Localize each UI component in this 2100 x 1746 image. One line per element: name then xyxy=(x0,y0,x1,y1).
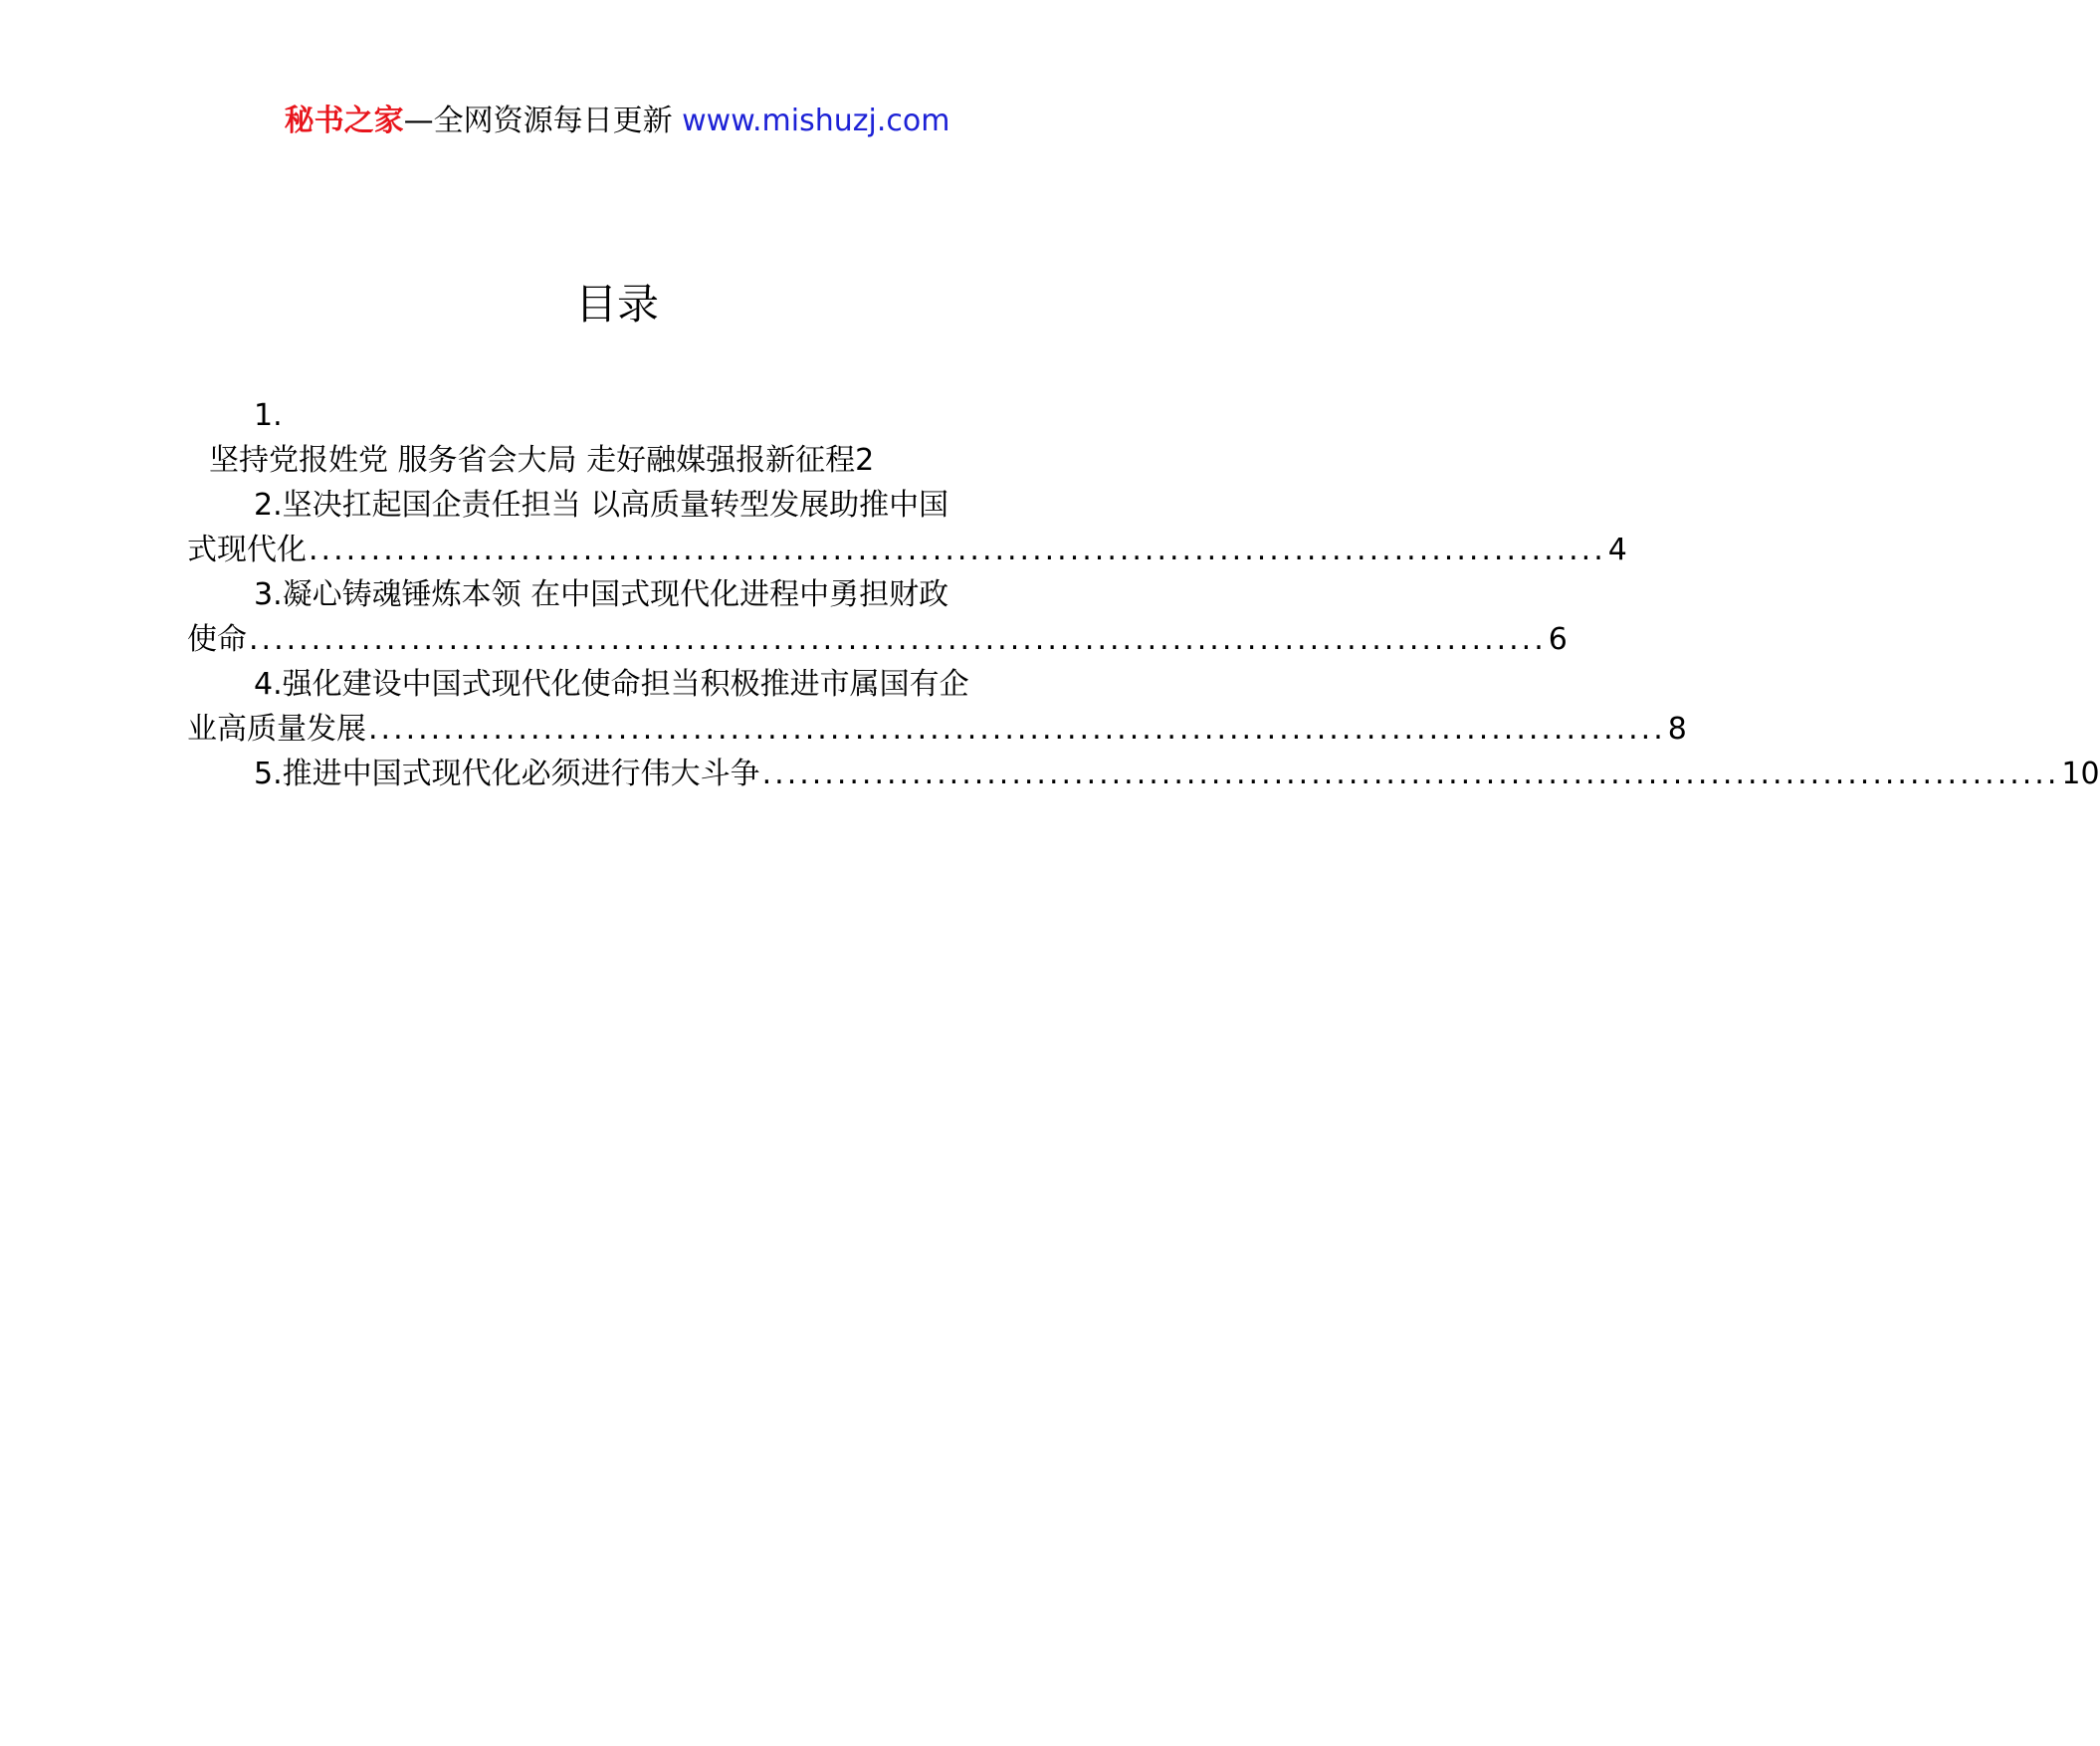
toc-entry-3[interactable] xyxy=(187,572,1568,662)
dot-leader: ........................................................................................................ xyxy=(309,533,1606,567)
toc-entry-4[interactable] xyxy=(187,662,1687,752)
site-header xyxy=(0,102,1234,141)
toc-entry-title: 坚持党报姓党 服务省会大局 走好融媒强报新征程 xyxy=(209,443,856,478)
toc-entry-title-continued: 使命 xyxy=(187,622,247,657)
toc-entry-page: 4 xyxy=(1607,533,1627,567)
toc-entry-1[interactable] xyxy=(187,393,1041,483)
toc-entry-5[interactable] xyxy=(187,752,2100,796)
toc-entry-number: 1. xyxy=(254,398,283,433)
toc-entry-number: 4. xyxy=(254,667,283,702)
toc-entry-2[interactable] xyxy=(187,483,1627,572)
header-slogan: —全网资源每日更新 xyxy=(403,104,683,138)
dot-leader: ........................................................................................................ xyxy=(368,712,1666,747)
toc-entry-number: 3. xyxy=(254,577,283,612)
toc-entry-title: 凝心铸魂锤炼本领 在中国式现代化进程中勇担财政 xyxy=(282,577,949,612)
toc-entry-title: 强化建设中国式现代化使命担当积极推进市属国有企 xyxy=(282,667,969,702)
toc-entry-page: 6 xyxy=(1548,622,1568,657)
brand-name: 秘书之家 xyxy=(284,104,404,138)
site-url-link[interactable]: www.mishuzj.com xyxy=(682,104,950,138)
toc-entry-title-continued: 业高质量发展 xyxy=(187,712,366,747)
toc-entry-page: 8 xyxy=(1667,712,1687,747)
dot-leader: ........................................................................................................ xyxy=(249,622,1547,657)
table-of-contents xyxy=(187,393,2100,796)
toc-entry-number: 2. xyxy=(254,488,283,523)
toc-entry-title-continued: 式现代化 xyxy=(187,533,307,567)
toc-entry-title: 坚决扛起国企责任担当 以高质量转型发展助推中国 xyxy=(282,488,949,523)
toc-entry-page: 10 xyxy=(2061,757,2100,791)
page-title: 目录 xyxy=(574,280,659,328)
toc-entry-number: 5. xyxy=(254,757,283,791)
toc-entry-page: 2 xyxy=(855,443,875,478)
dot-leader: ........................................................................................................ xyxy=(761,757,2060,791)
toc-entry-title: 推进中国式现代化必须进行伟大斗争 xyxy=(282,757,760,791)
